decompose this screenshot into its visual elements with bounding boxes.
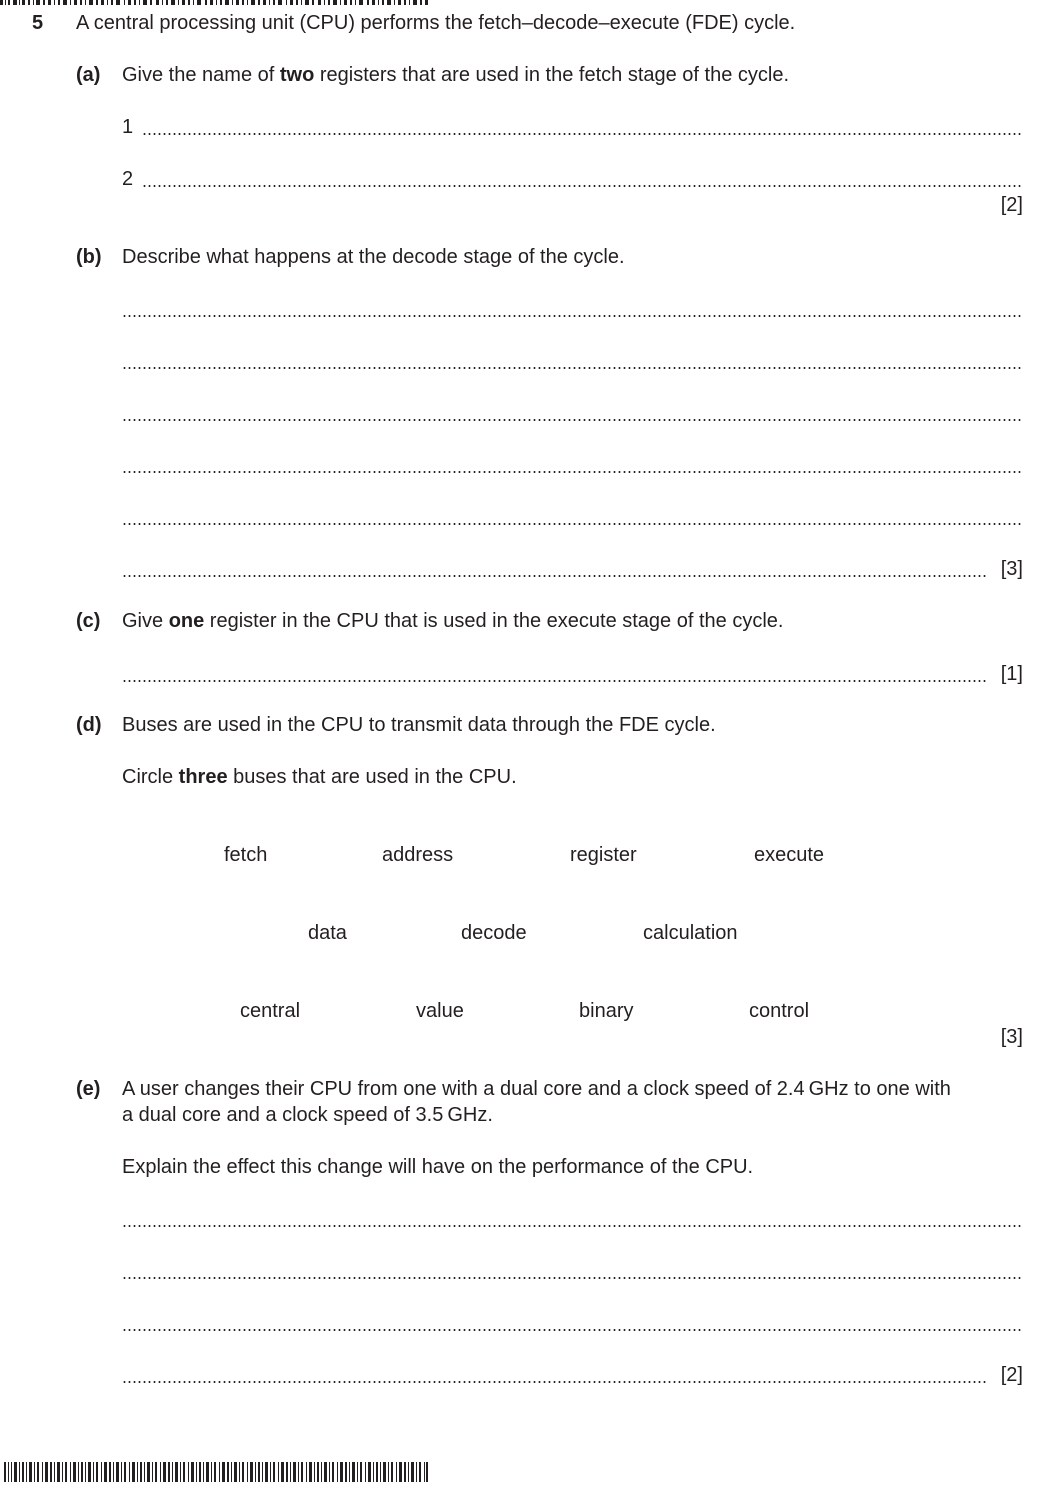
bus-option-central[interactable]: central bbox=[240, 1000, 301, 1022]
part-e-answer-line-1[interactable] bbox=[122, 1225, 1023, 1227]
part-d-instruction-after: buses that are used in the CPU. bbox=[227, 766, 517, 788]
part-b-answer-line-2[interactable] bbox=[122, 367, 1023, 369]
bus-option-calculation[interactable]: calculation bbox=[643, 922, 738, 944]
part-b-answer-line-5[interactable] bbox=[122, 523, 1023, 525]
part-a-emphasis: two bbox=[279, 64, 315, 86]
bus-option-value[interactable]: value bbox=[416, 1000, 464, 1022]
part-b-marks: [3] bbox=[1000, 558, 1023, 580]
bus-option-address[interactable]: address bbox=[382, 844, 454, 866]
bus-option-fetch[interactable]: fetch bbox=[224, 844, 268, 866]
part-c-text-after: register in the CPU that is used in the execute stage of the cycle. bbox=[204, 610, 784, 632]
question-number: 5 bbox=[32, 12, 44, 34]
bus-option-execute[interactable]: execute bbox=[754, 844, 825, 866]
part-a-line-number-2: 2 bbox=[122, 168, 134, 190]
part-b-answer-line-3[interactable] bbox=[122, 419, 1023, 421]
bus-option-decode[interactable]: decode bbox=[461, 922, 527, 944]
part-e-answer-line-3[interactable] bbox=[122, 1329, 1023, 1331]
part-d-instruction bbox=[122, 765, 517, 789]
part-a-line-number-1: 1 bbox=[122, 116, 134, 138]
part-d-label: (d) bbox=[76, 714, 102, 736]
part-d-instruction-before: Circle bbox=[122, 766, 179, 788]
part-c-question bbox=[122, 609, 783, 633]
part-a-label: (a) bbox=[76, 64, 101, 86]
part-b-question: Describe what happens at the decode stage of the cycle. bbox=[122, 246, 625, 268]
part-b-answer-line-1[interactable] bbox=[122, 315, 1023, 317]
bus-option-data[interactable]: data bbox=[308, 922, 347, 944]
part-d-marks: [3] bbox=[1000, 1026, 1023, 1048]
part-e-label: (e) bbox=[76, 1078, 101, 1100]
part-e-answer-line-4[interactable] bbox=[122, 1381, 986, 1383]
bus-option-register[interactable]: register bbox=[570, 844, 637, 866]
part-a-answer-line-2[interactable] bbox=[142, 185, 1023, 187]
part-e-answer-line-2[interactable] bbox=[122, 1277, 1023, 1279]
part-b-answer-line-6[interactable] bbox=[122, 575, 986, 577]
page-barcode bbox=[4, 1462, 428, 1482]
top-barcode-strip bbox=[0, 0, 430, 5]
part-b-answer-line-4[interactable] bbox=[122, 471, 1023, 473]
part-a-text-after: registers that are used in the fetch stage of the cycle. bbox=[314, 64, 790, 86]
part-d-question: Buses are used in the CPU to transmit data through the FDE cycle. bbox=[122, 714, 716, 736]
part-a-question bbox=[122, 63, 789, 87]
part-d-instruction-emphasis: three bbox=[178, 766, 228, 788]
part-c-marks: [1] bbox=[1000, 663, 1023, 685]
part-c-label: (c) bbox=[76, 610, 101, 632]
bus-option-control[interactable]: control bbox=[749, 1000, 810, 1022]
part-e-marks: [2] bbox=[1000, 1364, 1023, 1386]
part-e-instruction: Explain the effect this change will have on the performance of the CPU. bbox=[122, 1156, 754, 1178]
part-c-emphasis: one bbox=[168, 610, 205, 632]
part-e-text-line-1: A user changes their CPU from one with a dual core and a clock speed of 2.4 GHz to one with bbox=[122, 1078, 951, 1100]
part-a-answer-line-1[interactable] bbox=[142, 133, 1023, 135]
question-stem: A central processing unit (CPU) performs the fetch–decode–execute (FDE) cycle. bbox=[76, 12, 796, 34]
part-e-text-line-2: a dual core and a clock speed of 3.5 GHz. bbox=[122, 1104, 493, 1126]
part-b-label: (b) bbox=[76, 246, 102, 268]
part-c-answer-line[interactable] bbox=[122, 680, 986, 682]
part-a-marks: [2] bbox=[1000, 194, 1023, 216]
part-a-text-before: Give the name of bbox=[122, 64, 280, 86]
bus-option-binary[interactable]: binary bbox=[579, 1000, 634, 1022]
part-c-text-before: Give bbox=[122, 610, 169, 632]
